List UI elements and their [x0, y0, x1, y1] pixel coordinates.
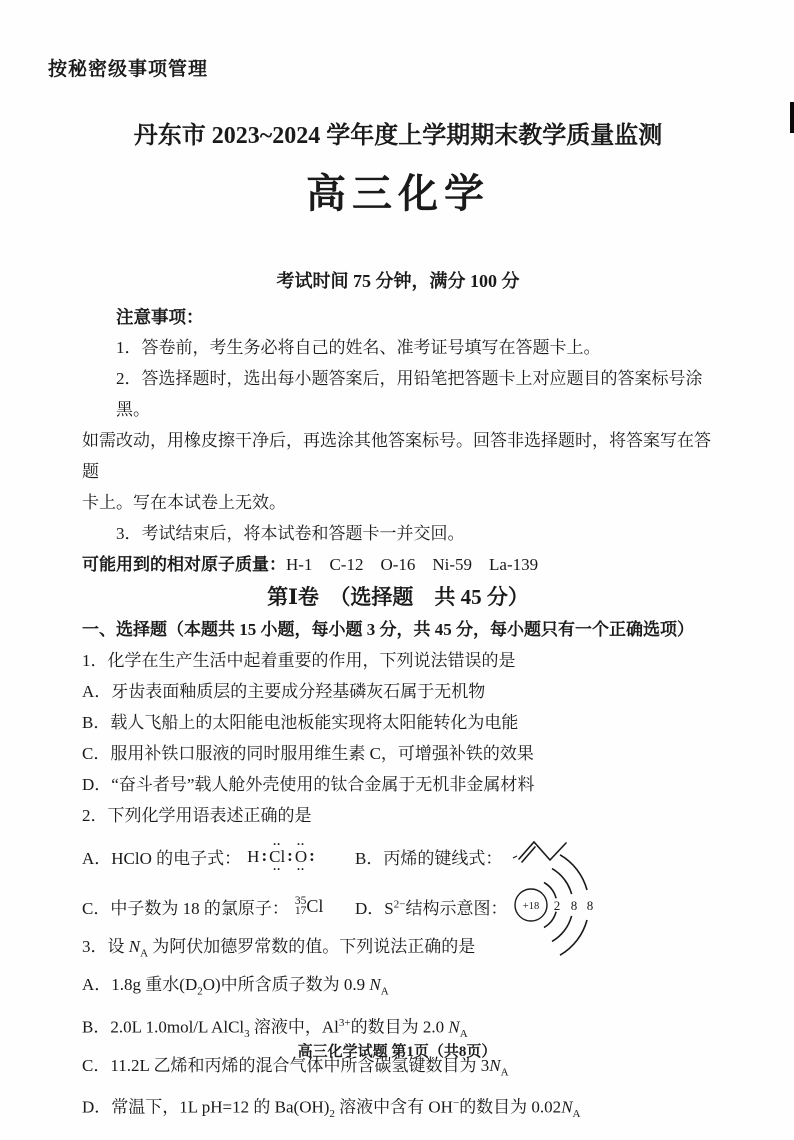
svg-text:2: 2 [554, 898, 561, 913]
lone-pair-dots: ∙∙ [296, 836, 305, 851]
q2-option-d [355, 881, 611, 931]
classification-notice: 按秘密级事项管理 [48, 59, 209, 80]
svg-text:8: 8 [587, 898, 594, 913]
q1-option-c: C．服用补铁口服液的同时服用维生素 C，可增强补铁的效果 [82, 744, 534, 763]
q2-options-row-cd [82, 881, 714, 931]
q2-option-c [82, 894, 355, 919]
section1-title: 第Ⅰ卷 （选择题 共 45 分） [267, 585, 529, 609]
chlorine-isotope-notation [295, 896, 324, 917]
q3-option-b: B．2.0L 1.0mol/L AlCl$_3$ 溶液中，$Al^{3+}$的数目为 2.0 $N_A$ [82, 1016, 468, 1040]
section1-instructions: 一、选择题（本题共 15 小题，每小题 3 分，共 45 分，每小题只有一个正确选项） [82, 620, 694, 639]
q2-option-a [82, 836, 355, 876]
q2-option-d-label: D．$S^{2-}$结构示意图： [355, 897, 508, 918]
scan-edge-artifact [790, 102, 794, 133]
q2-option-a-label: A．HClO 的电子式： [82, 848, 242, 868]
q3-option-c: C．11.2L 乙烯和丙烯的混合气体中所含碳氢键数目为 $3N_A$ [82, 1055, 509, 1079]
q3-stem: 3．设 $N_A$ 为阿伏加德罗常数的值。下列说法正确的是 [82, 937, 476, 960]
atomic-masses-values: H-1 C-12 O-16 Ni-59 La-139 [286, 555, 539, 574]
hclo-lewis-structure: H : ∙∙ Cl ∙∙ : ∙∙ O ∙∙ : [247, 836, 315, 876]
element-symbol: Cl [306, 895, 324, 916]
lone-pair-dots: ∙∙ [273, 836, 282, 851]
exam-session-title: 丹东市 2023~2024 学年度上学期期末教学质量监测 [133, 123, 663, 149]
q2-options-row-ab [82, 831, 714, 881]
notice-item-2-cont2: 卡上。写在本试卷上无效。 [82, 493, 286, 512]
q1-option-a: A．牙齿表面釉质层的主要成分羟基磷灰石属于无机物 [82, 682, 486, 701]
svg-text:8: 8 [571, 898, 578, 913]
atomic-masses-line [82, 549, 714, 580]
notice-item-1: 1．答卷前，考生务必将自己的姓名、准考证号填写在答题卡上。 [116, 338, 601, 357]
notices-heading: 注意事项： [116, 307, 204, 327]
notice-item-2-cont: 如需改动，用橡皮擦干净后，再选涂其他答案标号。回答非选择题时，将答案写在答题 [82, 431, 711, 481]
q1-stem: 1．化学在生产生活中起着重要的作用，下列说法错误的是 [82, 651, 516, 670]
mass-number: 35 [294, 895, 307, 907]
lone-pair-dots: ∙∙ [296, 861, 305, 876]
subject-title: 高三化学 [306, 171, 490, 216]
q2-stem: 2．下列化学用语表述正确的是 [82, 806, 312, 825]
notice-item-2: 2．答选择题时，选出每小题答案后，用铅笔把答题卡上对应题目的答案标号涂黑。 [116, 369, 703, 419]
lone-pair-dots: ∙∙ [273, 861, 282, 876]
atomic-number: 17 [294, 905, 307, 917]
page-footer: 高三化学试题 第1页（共8页） [297, 1044, 497, 1060]
q1-option-b: B．载人飞船上的太阳能电池板能实现将太阳能转化为电能 [82, 713, 519, 732]
q3-option-a: A．1.8g 重水$(D_2O)$中所含质子数为 0.9 $N_A$ [82, 975, 389, 998]
q2-option-c-label: C．中子数为 18 的氯原子： [82, 898, 289, 918]
svg-text:+18: +18 [523, 901, 540, 912]
q2-option-b-label: B．丙烯的键线式： [355, 848, 503, 868]
q1-option-d: D．“奋斗者号”载人舱外壳使用的钛合金属于无机非金属材料 [82, 775, 535, 794]
exam-meta: 考试时间 75 分钟，满分 100 分 [276, 271, 520, 291]
notice-item-3: 3．考试结束后，将本试卷和答题卡一并交回。 [116, 524, 465, 543]
atomic-shell-diagram-icon [511, 861, 611, 949]
q3-option-d: D．常温下，1L pH=12 的 $Ba(OH)_2$ 溶液中含有 OH−的数目为 $0.02N_A$ [82, 1097, 581, 1121]
atomic-masses-label: 可能用到的相对原子质量： [82, 555, 286, 574]
